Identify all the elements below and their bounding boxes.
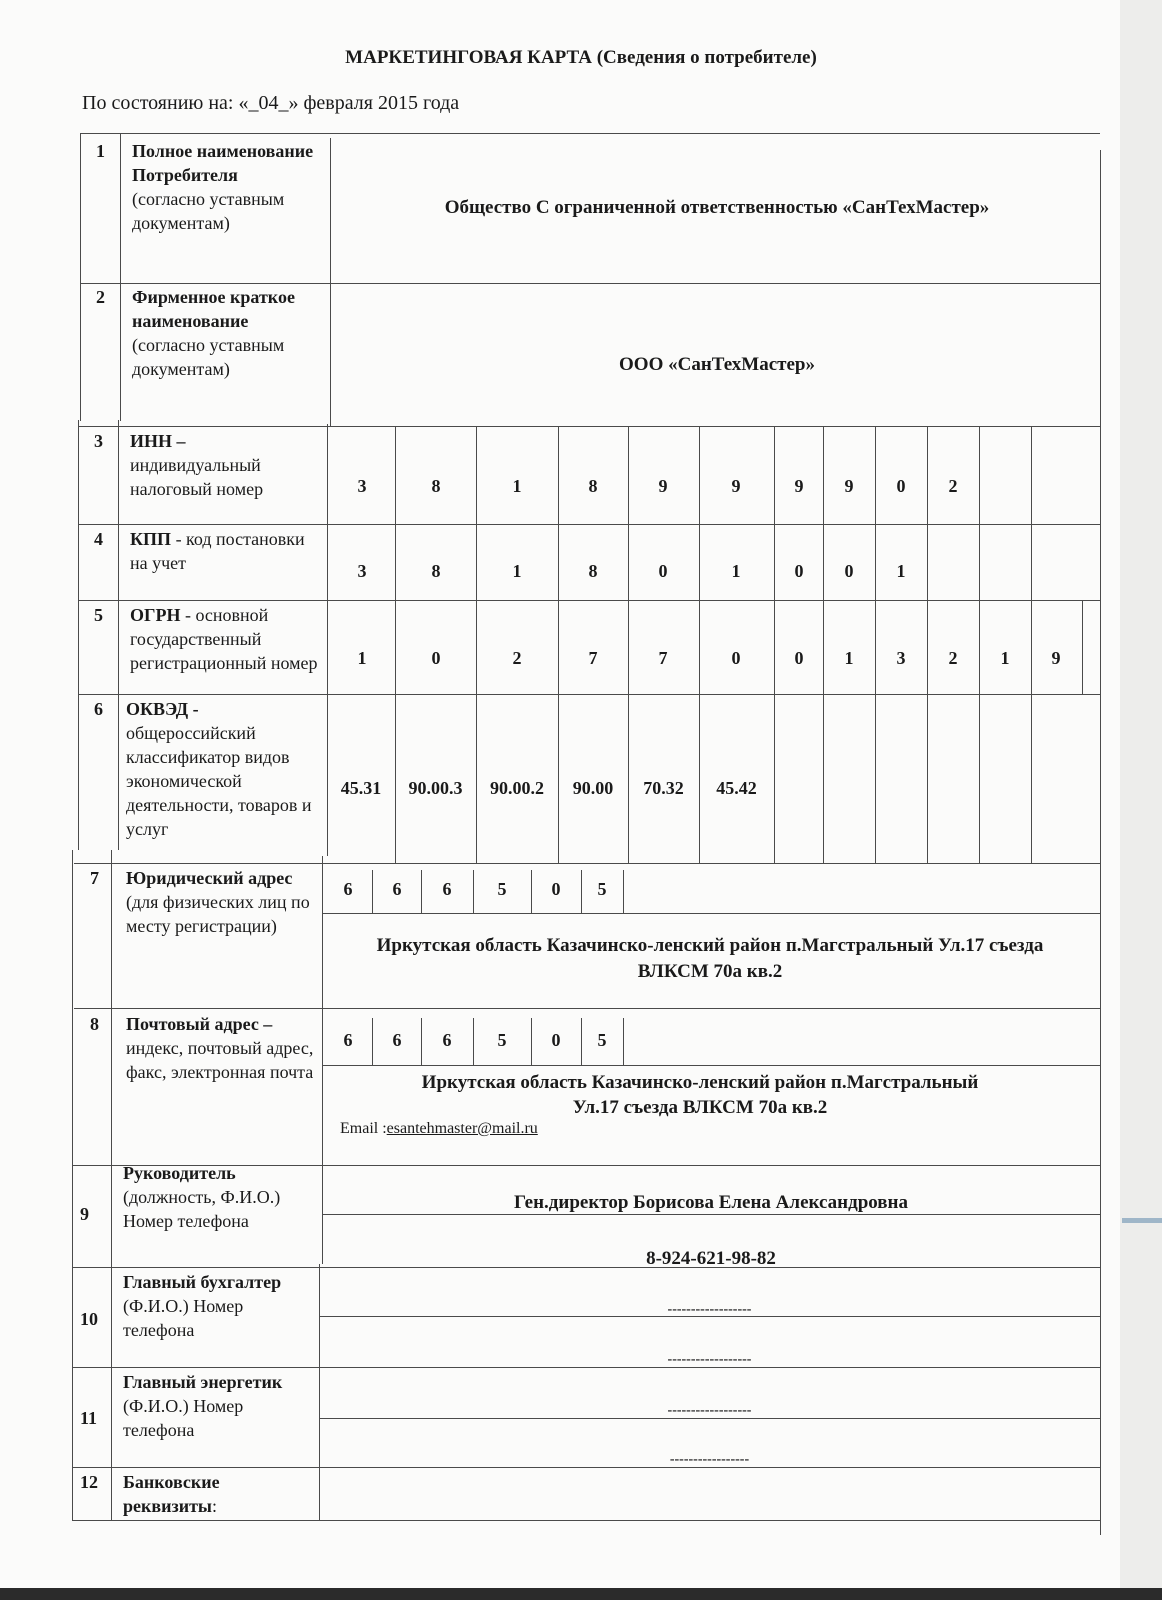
kpp-digit: 3 [357,561,367,581]
ogrn-digit: 7 [588,648,598,668]
row-7-label-title: Юридический адрес [126,868,293,888]
okved-code: 70.32 [643,778,684,798]
kpp-digit: 1 [731,561,741,581]
row-7-label-note: (для физических лиц по месту регистрации) [126,892,310,936]
row-3-number: 3 [94,431,103,451]
ogrn-digit: 7 [658,648,668,668]
row-8-number: 8 [90,1014,99,1034]
ogrn-digit: 1 [844,648,854,668]
row-2-number: 2 [96,287,105,307]
okved-code: 45.31 [340,778,382,798]
okved-code: 45.42 [716,778,757,798]
document-title: МАРКЕТИНГОВАЯ КАРТА (Сведения о потребителе) [345,47,817,68]
ogrn-digit: 3 [896,648,906,668]
kpp-digit: 8 [588,561,598,581]
row-9-label-title: Руководитель [123,1163,236,1183]
short-name-value: ООО «СанТехМастер» [619,354,815,375]
row-3-label [130,429,322,501]
inn-digit: 0 [896,476,906,496]
legal-index-digit: 6 [442,879,452,899]
chief-energy-phone: ----------------- [669,1452,750,1467]
chief-energy-name: ------------------ [667,1403,752,1418]
row-10-label [123,1270,317,1342]
postal-index-digit: 6 [442,1030,452,1050]
row-12-label-note: : [211,1496,217,1516]
kpp-digit: 0 [658,561,668,581]
row-7-label [126,866,320,938]
okved-code: 90.00 [572,778,614,798]
row-5-label-note: - основной государственный регистрационный номер [130,605,318,673]
postal-address-line2: Ул.17 съезда ВЛКСМ 70а кв.2 [572,1097,828,1118]
row-4-label-title: КПП [130,529,172,549]
ogrn-digit: 0 [731,648,741,668]
row-11-label [123,1370,317,1442]
email-link[interactable]: esantehmaster@mail.ru [386,1120,538,1137]
postal-index-digit: 0 [551,1030,561,1050]
row-3-label-title: ИНН – [130,431,186,451]
ogrn-digit: 0 [794,648,804,668]
inn-digit: 1 [512,476,522,496]
row-9-number: 9 [80,1204,89,1224]
row-11-label-note: (Ф.И.О.) Номер телефона [123,1396,244,1440]
ogrn-digit: 2 [512,648,522,668]
director-phone: 8-924-621-98-82 [646,1248,776,1269]
row-1-label [132,139,322,235]
row-6-label-title: ОКВЭД - [126,699,199,719]
row-12-number: 12 [80,1472,98,1492]
row-9-label [123,1161,317,1233]
row-12-label [123,1470,317,1518]
legal-address-value: Иркутская область Казачинско-ленский район п.Магстральный Ул.17 съезда ВЛКСМ 70а кв.2 [376,935,1044,982]
row-4-label [130,527,322,575]
director-value: Ген.директор Борисова Елена Александровна [514,1192,908,1213]
email-label: Email : [340,1120,387,1137]
kpp-digit: 0 [844,561,854,581]
row-3-label-note: индивидуальный налоговый номер [130,455,264,499]
postal-index-digit: 6 [343,1030,353,1050]
kpp-digit: 1 [512,561,522,581]
legal-index-digit: 5 [497,879,507,899]
row-5-number: 5 [94,605,103,625]
legal-index-digit: 6 [392,879,402,899]
row-5-label [130,603,322,675]
row-10-label-title: Главный бухгалтер [123,1272,282,1292]
row-1-number: 1 [96,141,105,161]
row-12-label-title: Банковские реквизиты [123,1472,220,1516]
row-2-label [132,285,322,381]
okved-code: 90.00.3 [408,778,463,798]
row-10-label-note: (Ф.И.О.) Номер телефона [123,1296,244,1340]
kpp-digit: 0 [794,561,804,581]
ogrn-digit: 1 [357,648,367,668]
full-name-value: Общество С ограниченной ответственностью «СанТехМастер» [444,197,990,218]
legal-index-digit: 5 [597,879,607,899]
row-11-number: 11 [80,1408,98,1428]
ogrn-digit: 0 [431,648,441,668]
chief-accountant-name: ------------------ [667,1302,752,1317]
postal-index-digit: 6 [392,1030,402,1050]
ogrn-digit: 2 [948,648,958,668]
row-8-label-title: Почтовый адрес – [126,1014,273,1034]
row-6-number: 6 [94,699,103,719]
row-5-label-title: ОГРН [130,605,181,625]
row-4-number: 4 [94,529,103,549]
legal-index-digit: 6 [343,879,353,899]
inn-digit: 9 [794,476,804,496]
row-9-label-note: (должность, Ф.И.О.) Номер телефона [123,1187,281,1231]
postal-index-digit: 5 [497,1030,507,1050]
legal-index-digit: 0 [551,879,561,899]
as-of-date: По состоянию на: «_04_» февраля 2015 года [82,92,460,114]
row-8-label-note: индекс, почтовый адрес, факс, электронная почта [126,1038,314,1082]
postal-index-digit: 5 [597,1030,607,1050]
row-8-label [126,1012,320,1084]
email-line [340,1117,538,1141]
row-7-number: 7 [90,868,99,888]
row-1-label-note: (согласно уставным документам) [132,189,285,233]
row-10-number: 10 [80,1309,98,1329]
inn-digit: 9 [731,476,741,496]
inn-digit: 9 [844,476,854,496]
inn-digit: 9 [658,476,668,496]
chief-accountant-phone: ------------------ [667,1352,752,1367]
okved-code: 90.00.2 [490,778,544,798]
inn-digit: 8 [431,476,441,496]
inn-digit: 8 [588,476,598,496]
kpp-digit: 1 [896,561,906,581]
row-4-label-note: - код постановки на учет [130,529,305,573]
row-11-label-title: Главный энергетик [123,1372,283,1392]
row-2-label-note: (согласно уставным документам) [132,335,285,379]
row-6-label-note: общероссийский классификатор видов экономической деятельности, товаров и услуг [126,723,312,839]
inn-digit: 3 [357,476,367,496]
row-6-label [126,697,322,841]
ogrn-digit: 1 [1000,648,1010,668]
postal-address-line1: Иркутская область Казачинско-ленский район п.Магстральный [421,1072,979,1093]
kpp-digit: 8 [431,561,441,581]
row-2-label-title: Фирменное краткое наименование [132,287,295,331]
inn-digit: 2 [948,476,958,496]
row-1-label-title: Полное наименование Потребителя [132,141,314,185]
ogrn-digit: 9 [1051,648,1061,668]
